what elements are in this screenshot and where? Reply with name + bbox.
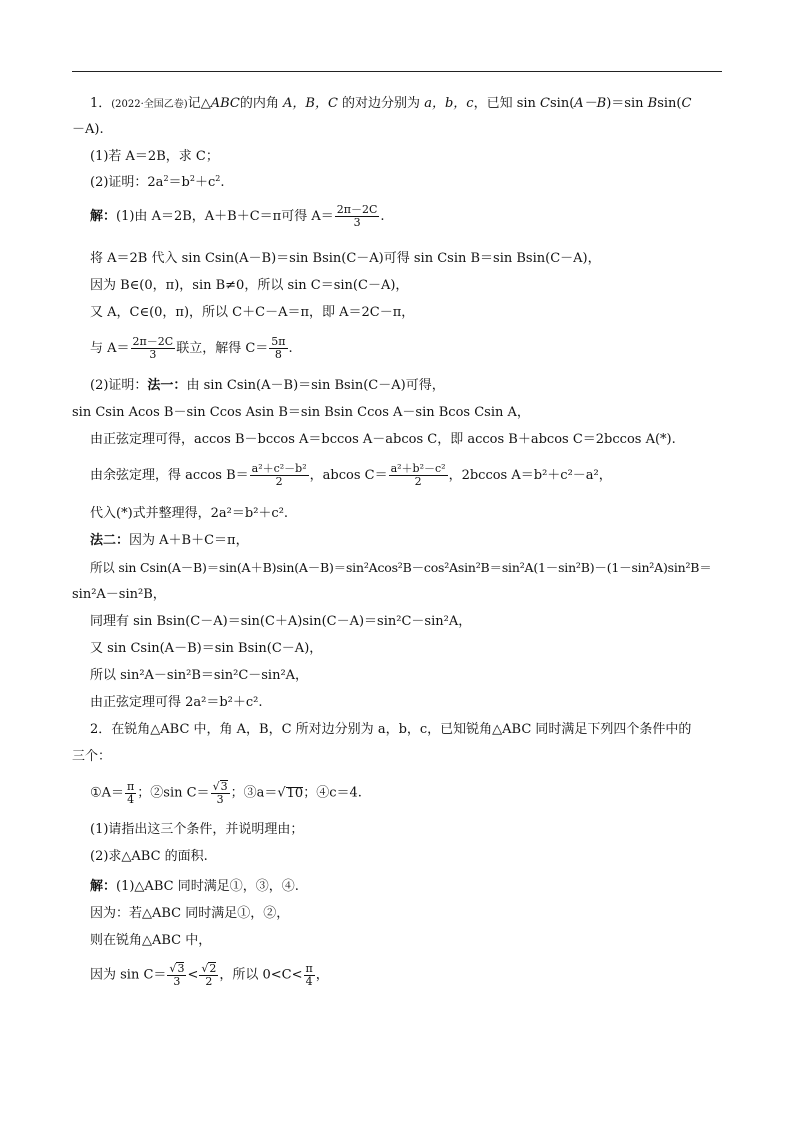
text: a²＋c²－b² — [251, 462, 307, 475]
p1-source: (2022·全国乙卷) — [111, 99, 188, 110]
p1-solution-line10: 代入(*)式并整理得，2a²＝b²＋c². — [90, 506, 289, 521]
text: . — [380, 209, 385, 224]
text: sin( — [657, 96, 682, 111]
solution-label: 解： — [90, 209, 117, 224]
text: π — [305, 961, 313, 975]
fraction — [335, 204, 380, 229]
text: 3 — [353, 216, 361, 229]
text: ；④c＝4. — [303, 785, 362, 801]
text: ；③a＝ — [230, 785, 278, 801]
p1-question-2: (2)证明：$2a^2=b^2+c^2$. — [90, 174, 225, 190]
p1-question-1: (1)若 A＝2B，求 C； — [90, 149, 219, 164]
text: 的对边分别为 — [342, 96, 421, 111]
text: ，已知 sin — [473, 96, 536, 111]
p2-stem-line1: 2．在锐角△ABC 中，角 A，B，C 所对边分别为 a，b，c，已知锐角△ABC 同时满足下列四个条件中的 — [90, 722, 692, 737]
text: . — [288, 341, 293, 356]
text: 因为 A＋B＋C＝π， — [129, 533, 249, 548]
solution-label: 解： — [90, 879, 117, 894]
text: B — [647, 96, 658, 111]
text: 4 — [305, 974, 313, 988]
p1-solution-line5 — [90, 336, 293, 361]
text: 2π－2C — [132, 335, 174, 348]
text: (2)证明：2a — [90, 175, 164, 190]
p1-solution-line6 — [90, 377, 445, 395]
p1-solution-line4: 又 A，C∈(0，π)，所以 C＋C－A＝π，即 A＝2C－π， — [90, 305, 415, 320]
text: 的内角 — [239, 96, 279, 111]
text: (2)证明： — [90, 378, 148, 393]
p1-solution-line12: 所以 sin Csin(A－B)＝sin(A＋B)sin(A－B)＝sin²Acos²B－cos²Asin²B＝sin²A(1－sin²B)－(1－sin²A)sin²B＝ — [90, 560, 712, 575]
text: 2 — [209, 962, 217, 975]
p2-solution-line3: 则在锐角△ABC 中， — [90, 933, 212, 948]
text: a，b，c — [424, 96, 474, 111]
p2-conditions: ①A＝ $\frac{\pi}{4}$ ；②sin C＝ $\frac{√3}{3}$ ；③a＝√10；④c＝4. — [90, 779, 362, 806]
p1-stem-line2: －A). — [72, 122, 104, 137]
fraction — [389, 463, 448, 488]
text: sin( — [550, 96, 575, 111]
text: )＝sin — [606, 96, 644, 111]
text: 联立，解得 C＝ — [176, 341, 269, 356]
text: ＋c — [194, 175, 216, 190]
p1-solution-line11 — [90, 532, 249, 550]
text: ＝b — [168, 175, 190, 190]
text: 由 sin Csin(A－B)＝sin Bsin(C－A)可得， — [186, 378, 445, 393]
p1-solution-line1 — [90, 204, 385, 229]
method-1-label: 法一： — [147, 378, 187, 393]
text: 3 — [220, 780, 228, 793]
fraction — [131, 336, 176, 361]
p1-solution-line14: 同理有 sin Bsin(C－A)＝sin(C＋A)sin(C－A)＝sin²C－sin²A， — [90, 614, 472, 629]
text: ，所以 0<C< — [219, 967, 303, 983]
text: 4 — [127, 792, 135, 806]
p2-solution-line4 — [90, 962, 329, 988]
text: 2 — [275, 475, 283, 488]
text: 5π — [271, 335, 286, 348]
fraction — [250, 463, 309, 488]
p1-solution-line17: 由正弦定理可得 2a²＝b²＋c². — [90, 695, 263, 710]
p1-solution-line15: 又 sin Csin(A－B)＝sin Bsin(C－A)， — [90, 641, 323, 656]
text: ①A＝ — [90, 785, 125, 801]
p1-number: 1． — [90, 96, 112, 111]
text: A，B，C — [283, 96, 338, 111]
text: 3 — [216, 793, 224, 806]
text: 3 — [149, 348, 157, 361]
text: ，abcos C＝ — [309, 468, 388, 483]
text: 2 — [414, 475, 422, 488]
text: (1)由 A＝2B，A＋B＋C＝π可得 A＝ — [116, 209, 334, 224]
fraction: $\frac{√3}{3}$ — [212, 780, 228, 806]
p1-solution-line9 — [90, 463, 612, 488]
p1-stem-line1 — [90, 95, 691, 114]
text: a²＋b²－c² — [390, 462, 446, 475]
fraction — [269, 336, 287, 361]
text: 2π－2C — [336, 203, 378, 216]
p2-question-2: (2)求△ABC 的面积. — [90, 849, 208, 864]
fraction: $\frac{√2}{2}$ — [201, 962, 217, 988]
p2-stem-line2: 三个： — [72, 749, 112, 764]
text: π — [127, 779, 135, 793]
p1-solution-line8: 由正弦定理可得，accos B－bccos A＝bccos A－abcos C，即 accos B＋abcos C＝2bccos A(*). — [90, 432, 676, 447]
text: A－B — [574, 96, 607, 111]
text: 3 — [177, 962, 185, 975]
text: C — [540, 96, 550, 111]
p2-solution-line2: 因为：若△ABC 同时满足①，②， — [90, 906, 290, 921]
fraction — [304, 963, 315, 988]
text: 由余弦定理，得 accos B＝ — [90, 468, 249, 483]
p1-solution-line2: 将 A＝2B 代入 sin Csin(A－B)＝sin Bsin(C－A)可得 sin Csin B＝sin Bsin(C－A)， — [90, 251, 601, 266]
p1-solution-line3: 因为 B∈(0，π)，sin B≠0，所以 sin C＝sin(C－A)， — [90, 278, 409, 293]
fraction: $\frac{√3}{3}$ — [169, 962, 185, 988]
p1-solution-line7: sin Csin Acos B－sin Ccos Asin B＝sin Bsin Ccos A－sin Bcos Csin A， — [72, 405, 530, 420]
text: 3 — [173, 975, 181, 988]
text: 因为 sin C＝ — [90, 967, 167, 983]
text: 8 — [274, 348, 282, 361]
p2-solution-line1 — [90, 878, 299, 896]
p2-question-1: (1)请指出这三个条件，并说明理由； — [90, 822, 304, 837]
text: < — [187, 967, 199, 983]
text: ABC — [210, 96, 240, 111]
text: 2 — [205, 975, 213, 988]
text: C — [681, 96, 692, 111]
text: 记△ — [187, 96, 211, 111]
p1-solution-line16: 所以 sin²A－sin²B＝sin²C－sin²A， — [90, 668, 309, 683]
text: 10 — [286, 785, 304, 801]
text: ， — [315, 967, 329, 983]
text: . — [220, 175, 225, 190]
method-2-label: 法二： — [90, 533, 130, 548]
text: ，2bccos A＝b²＋c²－a²， — [448, 468, 612, 483]
p1-solution-line13: sin²A－sin²B， — [72, 587, 166, 602]
fraction — [125, 781, 136, 806]
header-rule — [72, 71, 722, 72]
text: (1)△ABC 同时满足①，③，④. — [116, 879, 299, 894]
text: ；②sin C＝ — [137, 785, 210, 801]
text: 与 A＝ — [90, 341, 130, 356]
